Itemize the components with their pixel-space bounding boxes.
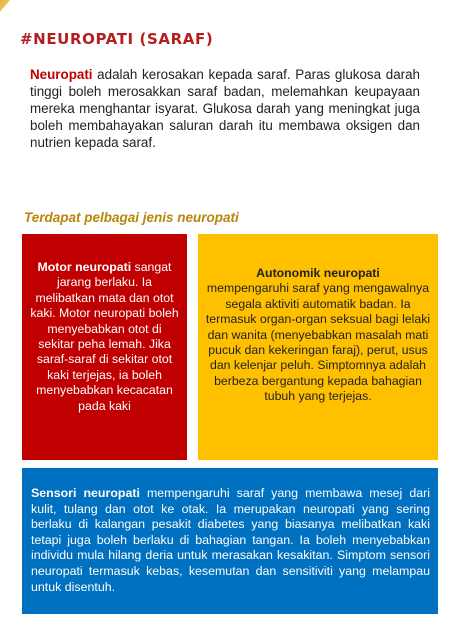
sensory-heading: Sensori neuropati (31, 486, 140, 500)
motor-text: sangat jarang berlaku. Ia melibatkan mata dan otot kaki. Motor neuropati boleh menyebabkan otot di sekitar peha lemah. Jika saraf-saraf di sekitar otot kaki terjejas, ia boleh menyebabkan kecacatan pada kaki (30, 260, 179, 413)
motor-neuropathy-box (22, 234, 187, 460)
intro-text: adalah kerosakan kepada saraf. Paras glukosa darah tinggi boleh merosakkan saraf badan, melemahkan keupayaan mereka menghantar isyarat. Glukosa darah yang meningkat juga boleh membahayakan saluran darah itu membawa oksigen dan nutrien kepada saraf. (30, 67, 420, 150)
section-subheading: Terdapat pelbagai jenis neuropati (24, 210, 239, 225)
intro-paragraph (30, 66, 420, 151)
sensory-neuropathy-box (22, 468, 438, 614)
autonomic-text: mempengaruhi saraf yang mengawalnya segala aktiviti automatik badan. Ia termasuk organ-organ seksual bagi lelaki dan wanita (menyebabkan masalah mati pucuk dan kekeringan faraj), perut, usus dan kelenjar peluh. Simptomnya adalah berbeza bergantung kepada bahagian tubuh yang terjejas. (205, 281, 431, 404)
page-title: #NEUROPATI (SARAF) (20, 30, 214, 48)
autonomic-heading: Autonomik neuropati (256, 266, 380, 280)
intro-lead: Neuropati (30, 67, 93, 82)
motor-heading: Motor neuropati (37, 260, 132, 274)
autonomic-neuropathy-box (198, 234, 438, 460)
sensory-text: mempengaruhi saraf yang membawa mesej dari kulit, tulang dan otot ke otak. Ia merupakan neuropati yang sering berlaku di kalangan pesakit diabetes yang biasanya melibatkan kaki tetapi juga boleh berlaku di bahagian tangan. Ia boleh menyebabkan individu mula hilang deria untuk merasakan kesakitan. Simptom sensori neuropati termasuk kebas, kesemutan dan sensitiviti yang melampau untuk disentuh. (31, 486, 430, 594)
corner-decoration (0, 0, 10, 12)
